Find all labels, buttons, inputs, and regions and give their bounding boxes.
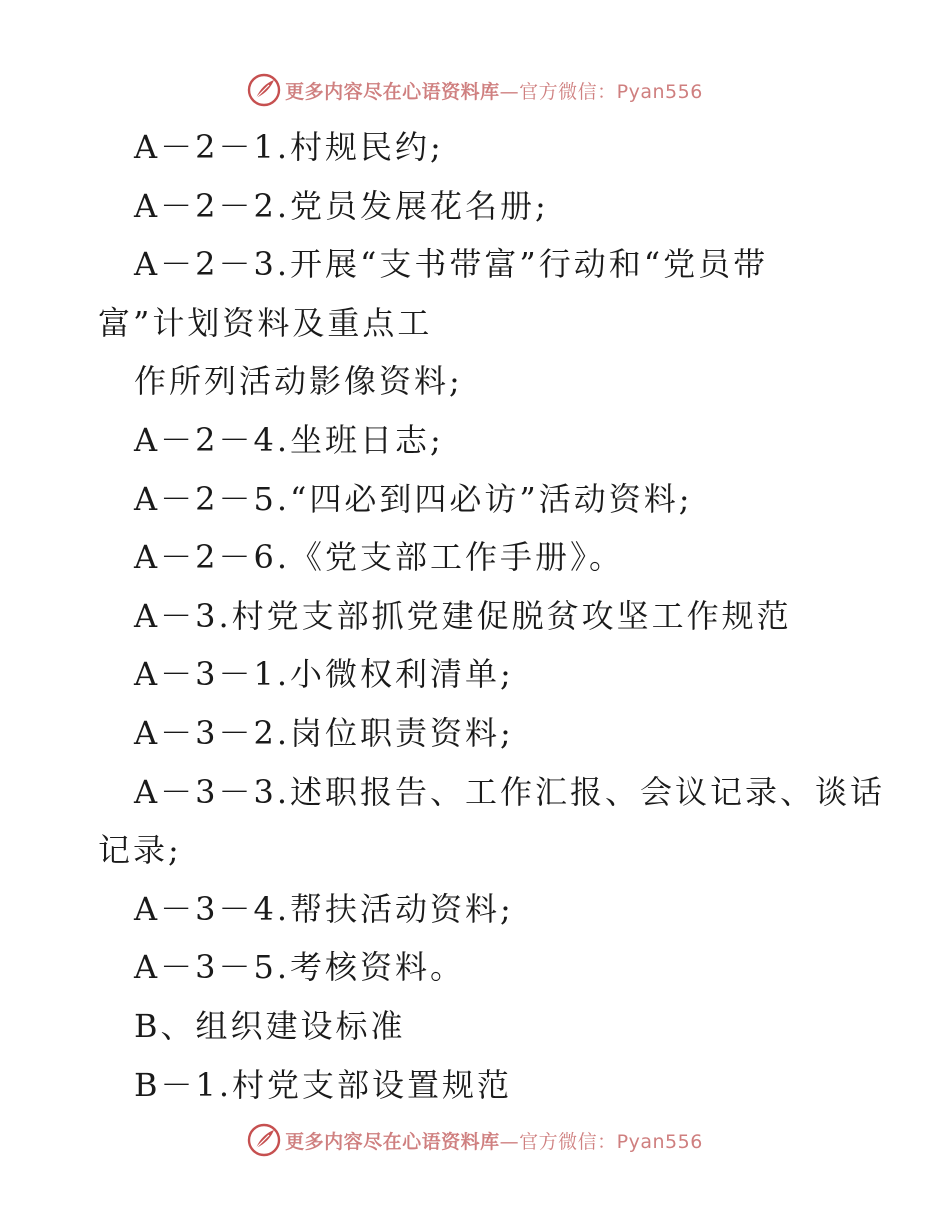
text-line: A－3－5.考核资料。 xyxy=(134,948,466,987)
text-line: A－2－3.开展“支书带富”行动和“党员带 xyxy=(134,245,769,284)
text-line: A－2－5.“四必到四必访”活动资料; xyxy=(134,479,693,518)
section-heading: B、组织建设标准 xyxy=(134,1006,406,1045)
text-line: 富”计划资料及重点工 xyxy=(98,303,433,342)
text-line: A－2－4.坐班日志; xyxy=(134,420,444,459)
text-line: A－3－3.述职报告、工作汇报、会议记录、谈话 xyxy=(134,772,886,811)
feather-pen-icon xyxy=(247,73,281,107)
text-line: A－2－2.党员发展花名册; xyxy=(134,186,549,225)
footer-watermark xyxy=(0,1120,950,1160)
text-line: A－3－1.小微权利清单; xyxy=(134,655,514,694)
document-body xyxy=(0,124,950,1120)
watermark-text: 更多内容尽在心语资料库—官方微信：Pyan556 xyxy=(285,80,703,103)
section-heading: B－1.村党支部设置规范 xyxy=(134,1065,513,1104)
text-line: 作所列活动影像资料; xyxy=(134,362,463,401)
text-line: A－2－1.村规民约; xyxy=(134,128,444,166)
text-line: A－3－2.岗位职责资料; xyxy=(134,713,514,752)
text-line: 记录; xyxy=(98,831,182,870)
text-line: A－2－6.《党支部工作手册》。 xyxy=(134,538,625,577)
watermark-text: 更多内容尽在心语资料库—官方微信：Pyan556 xyxy=(285,1130,703,1153)
text-line: A－3－4.帮扶活动资料; xyxy=(134,889,514,928)
section-heading: A－3.村党支部抓党建促脱贫攻坚工作规范 xyxy=(134,596,792,635)
feather-pen-icon xyxy=(247,1123,281,1157)
header-watermark xyxy=(0,70,950,110)
